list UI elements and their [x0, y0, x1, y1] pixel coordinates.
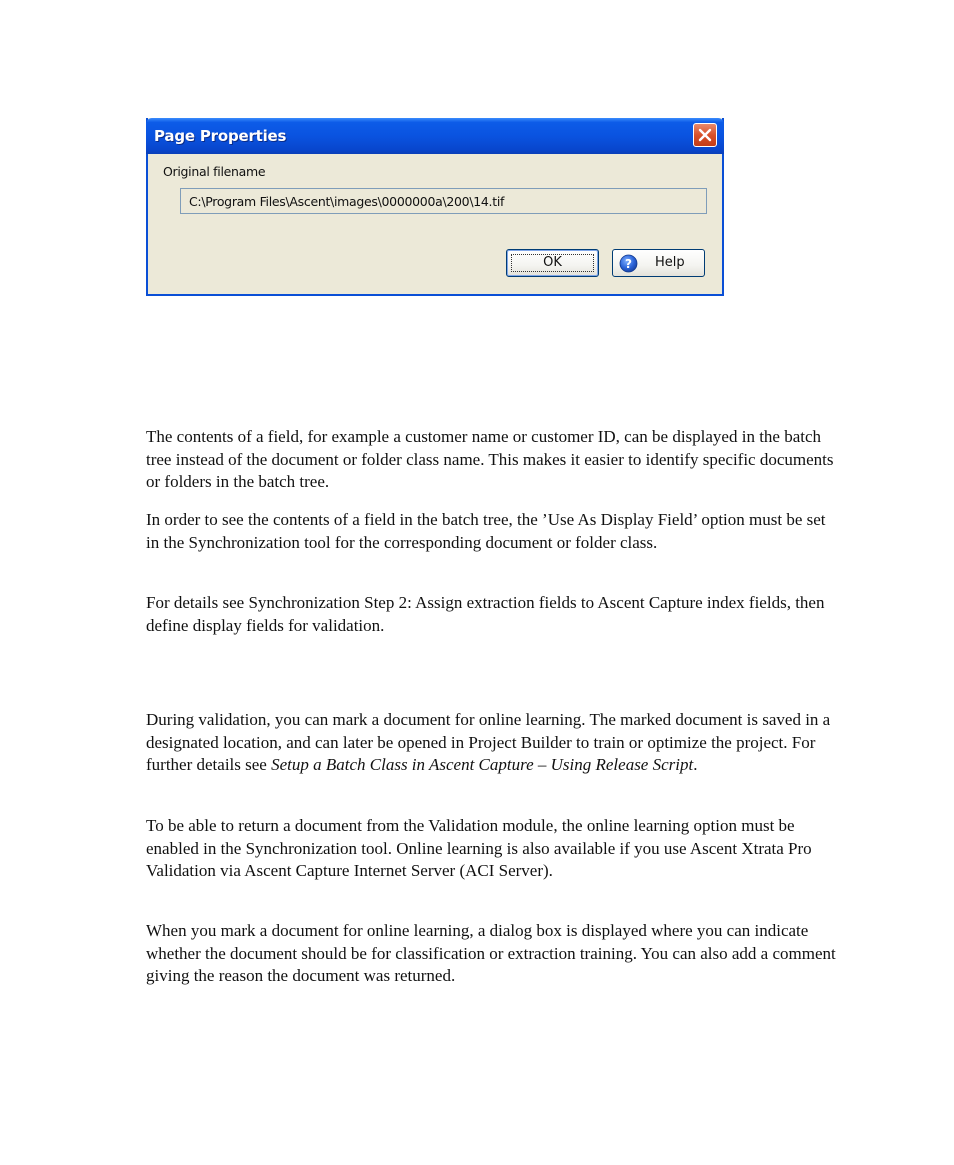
online-learning-reference: Setup a Batch Class in Ascent Capture – Using Release Script	[271, 755, 694, 774]
paragraph-display-field-details: For details see Synchronization Step 2: Assign extraction fields to Ascent Capture index fields, then define display fields for validation.	[146, 593, 825, 635]
ok-button[interactable]	[506, 249, 599, 277]
page-properties-dialog	[146, 118, 724, 296]
original-filename-field[interactable]: C:\Program Files\Ascent\images\0000000a\200\14.tif	[180, 188, 707, 214]
paragraph-display-field-option: In order to see the contents of a field in the batch tree, the ’Use As Display Field’ option must be set in the Synchronization tool for the corresponding document or folder class.	[146, 510, 826, 552]
paragraph-online-learning-intro	[146, 709, 836, 777]
paragraph-online-learning-enable: To be able to return a document from the Validation module, the online learning option must be enabled in the Synchronization tool. Online learning is also available if you use Ascent Xtrata Pro Validation via Ascent Capture Internet Server (ACI Server).	[146, 816, 812, 880]
help-button[interactable]	[612, 249, 705, 277]
help-question-icon	[619, 254, 638, 277]
paragraph-display-field-intro: The contents of a field, for example a customer name or customer ID, can be displayed in the batch tree instead of the document or folder class name. This makes it easier to identify specific documents or folders in the batch tree.	[146, 427, 834, 491]
ok-button-label: OK	[543, 255, 562, 270]
online-learning-text: During validation, you can mark a document for online learning. The marked document is saved in a designated location, and can later be opened in Project Builder to train or optimize the project. For further details see	[146, 710, 831, 774]
original-filename-label: Original filename	[163, 164, 266, 179]
close-icon	[698, 128, 712, 142]
help-button-label: Help	[655, 255, 685, 270]
dialog-title: Page Properties	[154, 127, 287, 145]
dialog-titlebar[interactable]	[146, 118, 724, 154]
close-button[interactable]	[693, 123, 717, 147]
svg-text:?: ?	[625, 257, 632, 271]
online-learning-end: .	[693, 755, 698, 774]
paragraph-online-learning-dialog: When you mark a document for online learning, a dialog box is displayed where you can indicate whether the document should be for classification or extraction training. You can also add a comment giving the reason the document was returned.	[146, 921, 836, 985]
